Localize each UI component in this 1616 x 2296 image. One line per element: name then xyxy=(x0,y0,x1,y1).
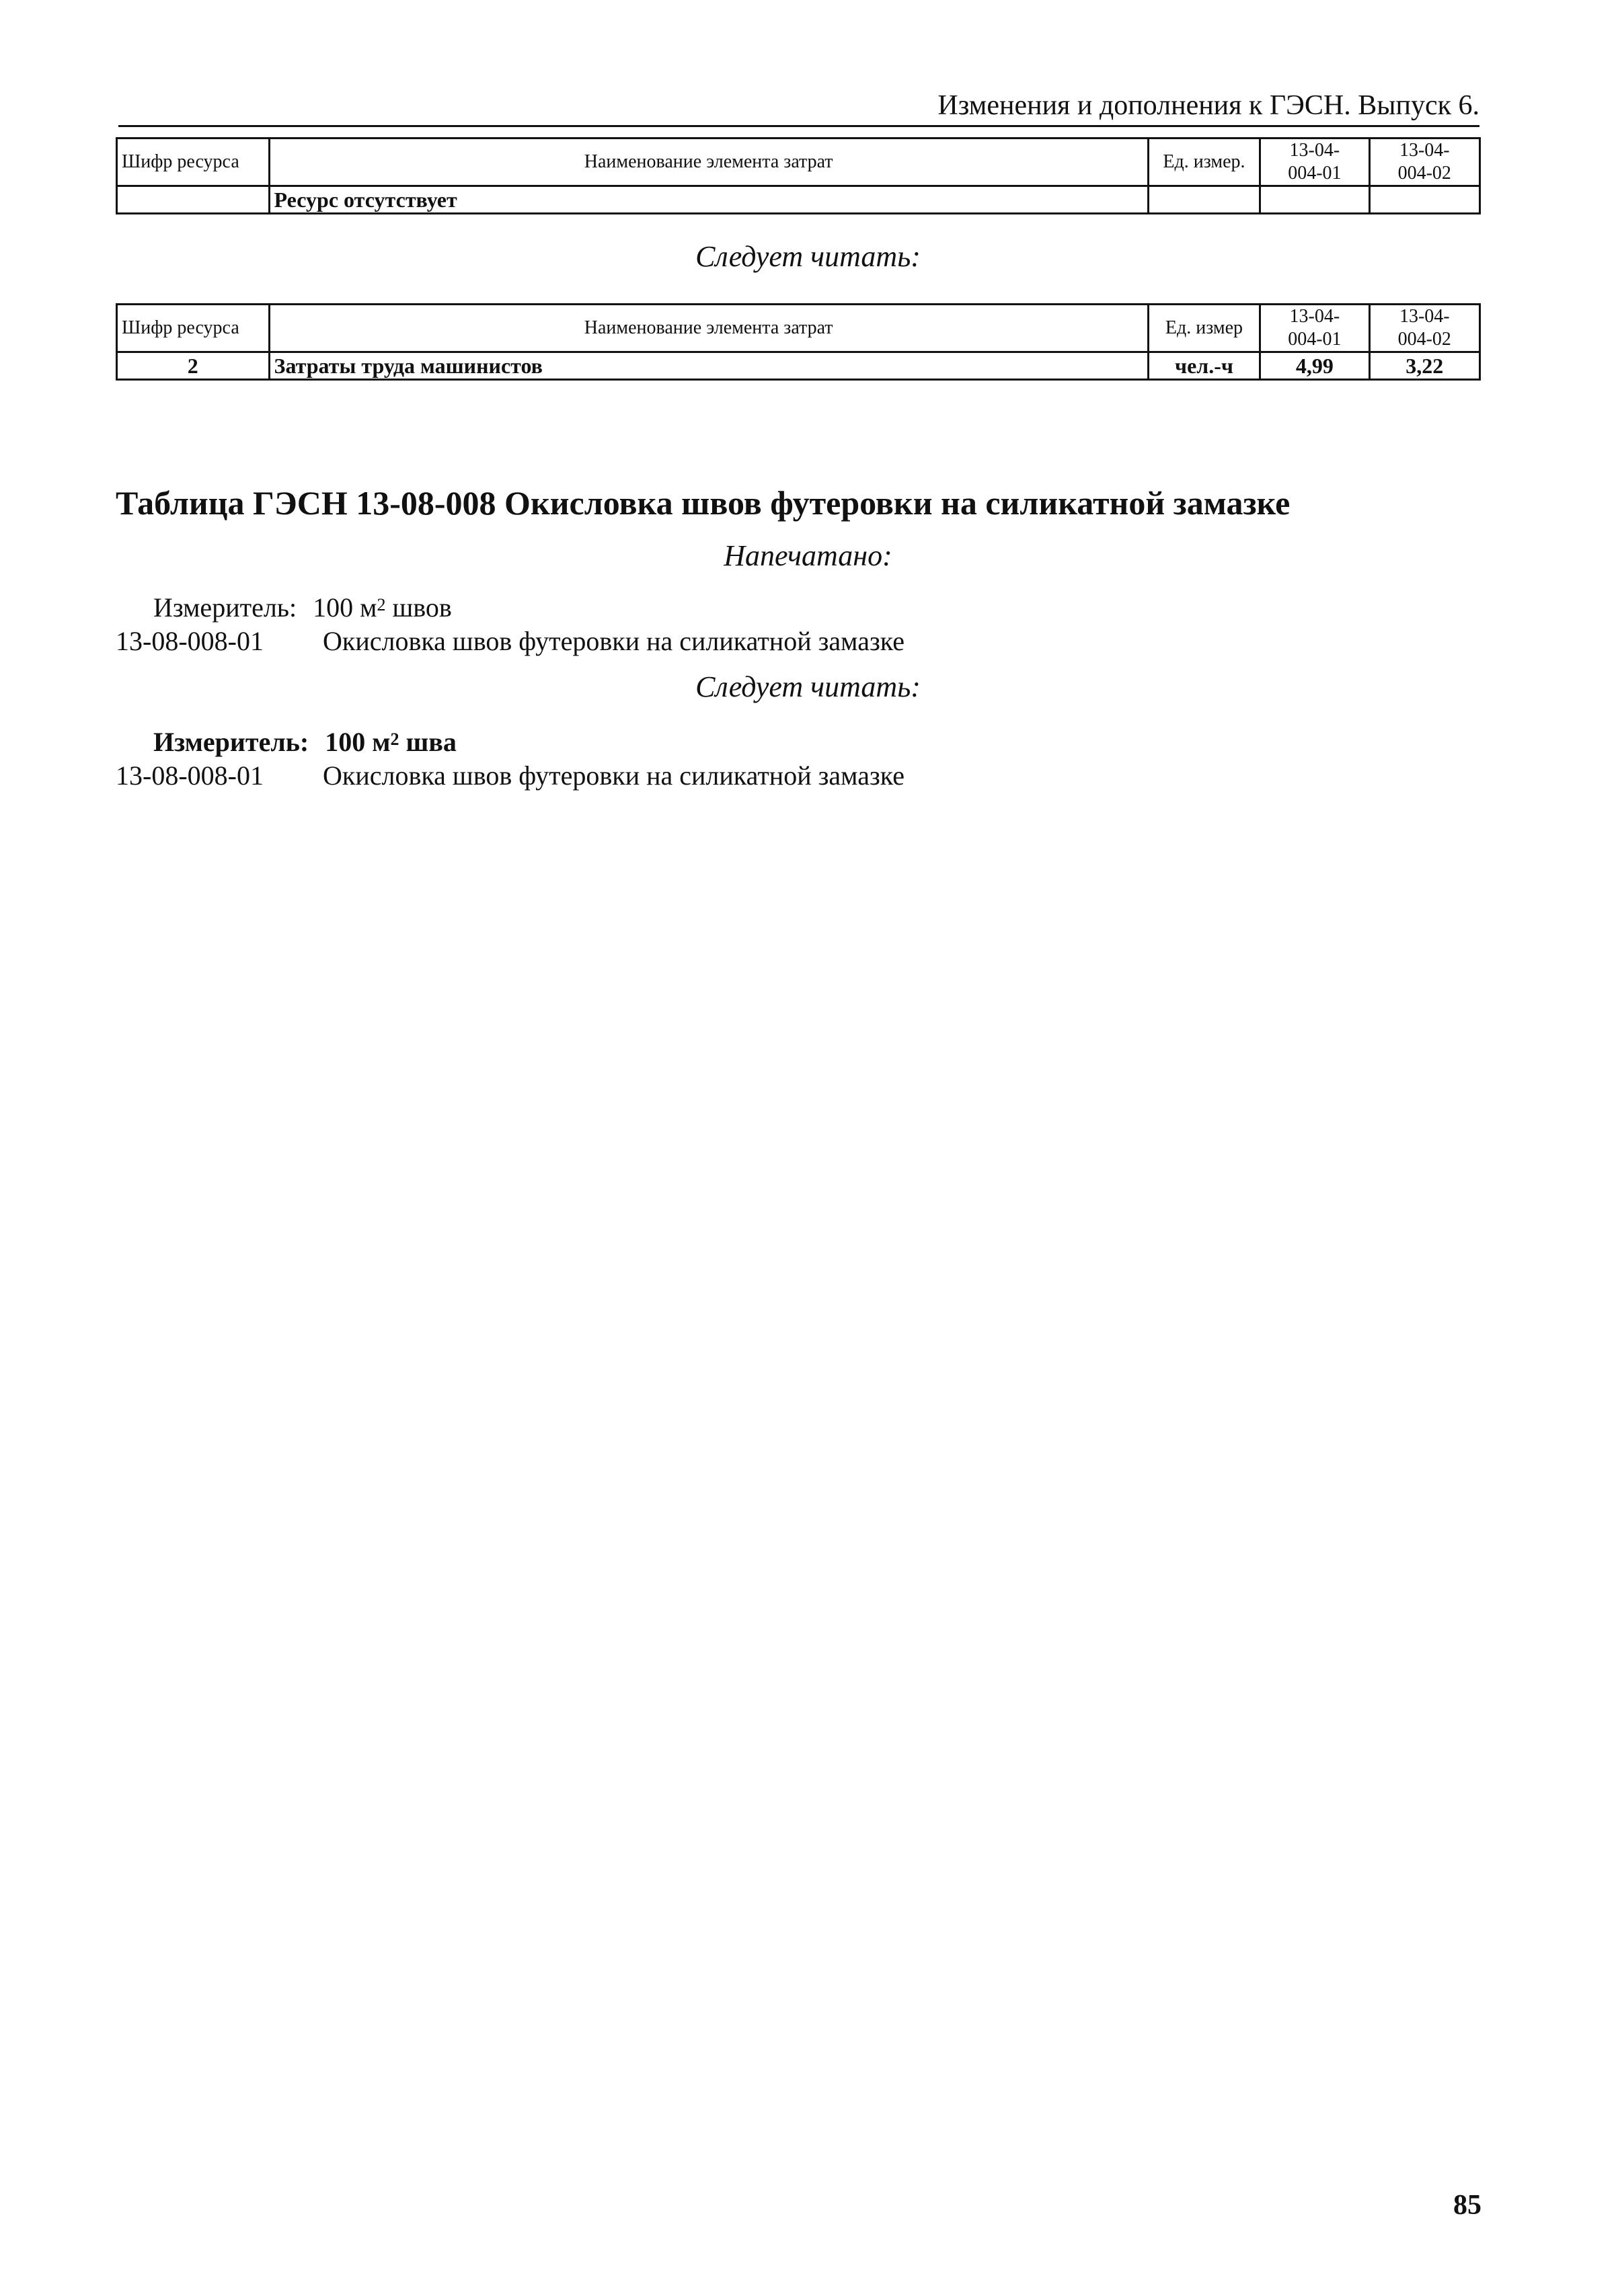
cell-unit: чел.-ч xyxy=(1148,352,1260,380)
table-header-row xyxy=(117,138,1480,186)
printed-code-line xyxy=(116,625,905,658)
printed-label: Напечатано: xyxy=(724,539,892,572)
corrected-meter-line xyxy=(153,726,457,758)
col-header-unit: Ед. измер xyxy=(1148,305,1260,352)
read-as-label: Следует читать: xyxy=(695,670,921,703)
norm-name: Окисловка швов футеровки на силикатной замазке xyxy=(323,626,905,656)
corrected-code-line xyxy=(116,760,905,792)
norm-name: Окисловка швов футеровки на силикатной замазке xyxy=(323,760,905,791)
section-title: Таблица ГЭСН 13-08-008 Окисловка швов футеровки на силикатной замазке xyxy=(116,484,1291,522)
cell-value-2 xyxy=(1369,186,1479,214)
col-header-code: Шифр ресурса xyxy=(117,138,270,186)
running-title: Изменения и дополнения к ГЭСН. Выпуск 6. xyxy=(937,90,1479,121)
meter-value: 100 $м^2$ швов xyxy=(313,592,452,623)
running-header xyxy=(118,89,1479,127)
meter-label: Измеритель: xyxy=(153,727,309,757)
col-header-code: Шифр ресурса xyxy=(117,305,270,352)
cell-unit xyxy=(1148,186,1260,214)
col-header-norm-2: 13-04- 004-02 xyxy=(1369,305,1479,352)
col-header-norm-1: 13-04- 004-01 xyxy=(1260,305,1369,352)
printed-meter-line xyxy=(153,592,452,624)
table-row xyxy=(117,186,1480,214)
cell-value-1 xyxy=(1260,186,1369,214)
meter-label: Измеритель: xyxy=(153,592,297,623)
col-header-norm-1: 13-04- 004-01 xyxy=(1260,138,1369,186)
col-header-name: Наименование элемента затрат xyxy=(269,138,1148,186)
page-number: 85 xyxy=(1453,2190,1482,2221)
cell-value-1: 4,99 xyxy=(1260,352,1369,380)
cell-name: Ресурс отсутствует xyxy=(269,186,1148,214)
meter-value: 100 $м^2$ шва xyxy=(325,727,457,757)
cell-code: 2 xyxy=(117,352,270,380)
read-as-note-1: Следует читать: xyxy=(695,240,921,273)
table-header-row xyxy=(117,305,1480,352)
norm-code: 13-08-008-01 xyxy=(116,626,264,656)
col-header-norm-2: 13-04- 004-02 xyxy=(1369,138,1479,186)
col-header-name: Наименование элемента затрат xyxy=(269,305,1148,352)
norm-code: 13-08-008-01 xyxy=(116,760,264,791)
cell-value-2: 3,22 xyxy=(1369,352,1479,380)
resource-table-printed xyxy=(116,137,1481,214)
resource-table-corrected xyxy=(116,303,1481,381)
table-row xyxy=(117,352,1480,380)
cell-code xyxy=(117,186,270,214)
col-header-unit: Ед. измер. xyxy=(1148,138,1260,186)
cell-name: Затраты труда машинистов xyxy=(269,352,1148,380)
